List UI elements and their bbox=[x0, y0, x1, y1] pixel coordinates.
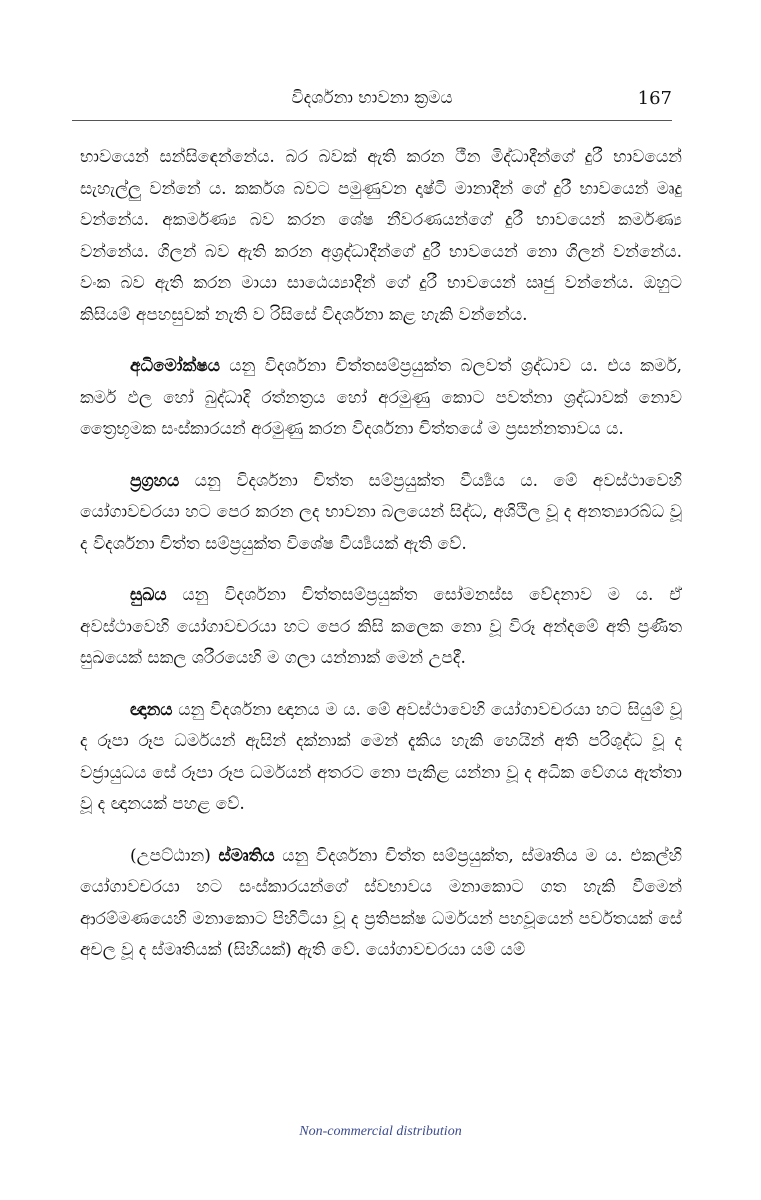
paragraph-paggaha bbox=[80, 466, 682, 561]
paragraph-sati bbox=[80, 841, 682, 967]
page-body bbox=[80, 142, 682, 987]
paragraph-text: යනු විදර්ශනා චිත්තසම්ප්‍රයුක්ත සෝමනස්ස වේදනාව ම ය. ඒ අවස්ථාවෙහි යෝගාවචරයා හට පෙර කිසි කලෙක නො වූ විරූ අන්දමේ අති ප්‍රණීත සුඛයෙක් සකල ශරීරයෙහි ම ගලා යන්නාක් මෙන් උපදී. bbox=[80, 585, 682, 668]
paragraph-continuation bbox=[80, 142, 682, 331]
paragraph-text: යනු විදර්ශනා චිත්ත සම්ප්‍රයුක්ත වීර්‍ය්‍යය ය. මේ අවස්ථාවෙහි යෝගාවචරයා හට පෙර කරන ලද භාවනා බලයෙන් සිද්ධ, අශිථිල වූ ද අනත්‍යාරබ්ධ වූ ද විදර්ශනා චිත්ත සම්ප්‍රයුක්ත විශේෂ වීර්‍ය්‍යයක් ඇති වේ. bbox=[80, 470, 682, 554]
header-rule bbox=[72, 120, 672, 121]
term-nana: ඥානය bbox=[130, 699, 173, 720]
paragraph-nana bbox=[80, 695, 682, 821]
page-number: 167 bbox=[637, 88, 672, 109]
term-sukha: සුඛය bbox=[130, 585, 167, 605]
term-adhimokkha: අධිමෝක්ෂය bbox=[130, 356, 220, 376]
footer-note: Non-commercial distribution bbox=[299, 1124, 462, 1139]
running-header bbox=[72, 88, 672, 118]
paragraph-text: යනු විදර්ශනා ඥානය ම ය. මේ අවස්ථාවෙහි යෝගාවචරයා හට සියුම් වූ ද රූපා රූප ධර්මයන් ඇසින් දක්නාක් මෙන් දැකිය හැකි හෙයින් අති පරිශුද්ධ වූ ද වජ්‍රායුධය සේ රූපා රූප ධර්මයන් අතරට නො පැකිළ යන්නා වූ ද අධික වේගය ඇත්තා වූ ද ඥානයක් පහළ වේ. bbox=[80, 699, 682, 814]
paragraph-text: යනු විදර්ශනා චිත්ත සම්ප්‍රයුක්ත, ස්මෘතිය ම ය. එකල්හි යෝගාවචරයා හට සංස්කාරයන්ගේ ස්වභාවය මනාකොට ගත හැකි වීමෙන් ආරම්මණයෙහි මනාකොට පිහිටියා වූ ද ප්‍රතිපක්ෂ ධර්මයන් පහවූයෙන් පර්වතයක් සේ අචල වූ ද ස්මෘතියක් (සිහියක්) ඇති වේ. යෝගාවචරයා යම් යම් bbox=[80, 845, 683, 960]
paragraph-adhimokkha bbox=[80, 351, 682, 446]
paragraph-lead: (උපට්ඨාන) bbox=[130, 845, 219, 866]
term-paggaha: ප්‍රග්‍රහය bbox=[130, 470, 180, 491]
paragraph-sukha bbox=[80, 580, 682, 675]
term-sati: ස්මෘතිය bbox=[218, 845, 275, 866]
paragraph-text: භාවයෙන් සන්සිඳෙන්නේය. බර බවක් ඇති කරන ථීන මිද්ධාදීන්ගේ දුරී භාවයෙන් සැහැල්ලු වන්නේ ය. කර්කශ බවට පමුණුවන දෘෂ්ටි මානාදීන් ගේ දුරී භාවයෙන් මෘදු වන්නේය. අකර්මණ්‍ය බව කරන ශේෂ නීවරණයන්ගේ දුරී භාවයෙන් කර්මණ්‍ය වන්නේය. ගිලන් බව ඇති කරන අශ්‍රද්ධාදීන්ගේ දුරී භාවයෙන් නො ගිලන් වන්නේය. වංක බව ඇති කරන මායා සාඨෙය්‍යාදීන් ගේ දුරී භාවයෙන් ඍජු වන්නේය. ඔහුට කිසියම් අපහසුවක් නැති ව රිසිසේ විදර්ශනා කළ හැකි වන්නේය. bbox=[80, 147, 682, 325]
paragraph-text: යනු විදර්ශනා චිත්තසම්ප්‍රයුක්ත බලවත් ශ්‍රද්ධාව ය. එය කර්ම, කර්ම ඵල හෝ බුද්ධාදි රත්නත්‍රය හෝ අරමුණු කොට පවත්නා ශ්‍රද්ධාවක් නොව ත්‍රෛභූමක සංස්කාරයන් අරමුණු කරන විදර්ශනා චිත්තයේ ම ප්‍රසන්නතාවය ය. bbox=[80, 356, 682, 439]
chapter-title: විදර්ශනා භාවනා ක්‍රමය bbox=[291, 88, 453, 108]
